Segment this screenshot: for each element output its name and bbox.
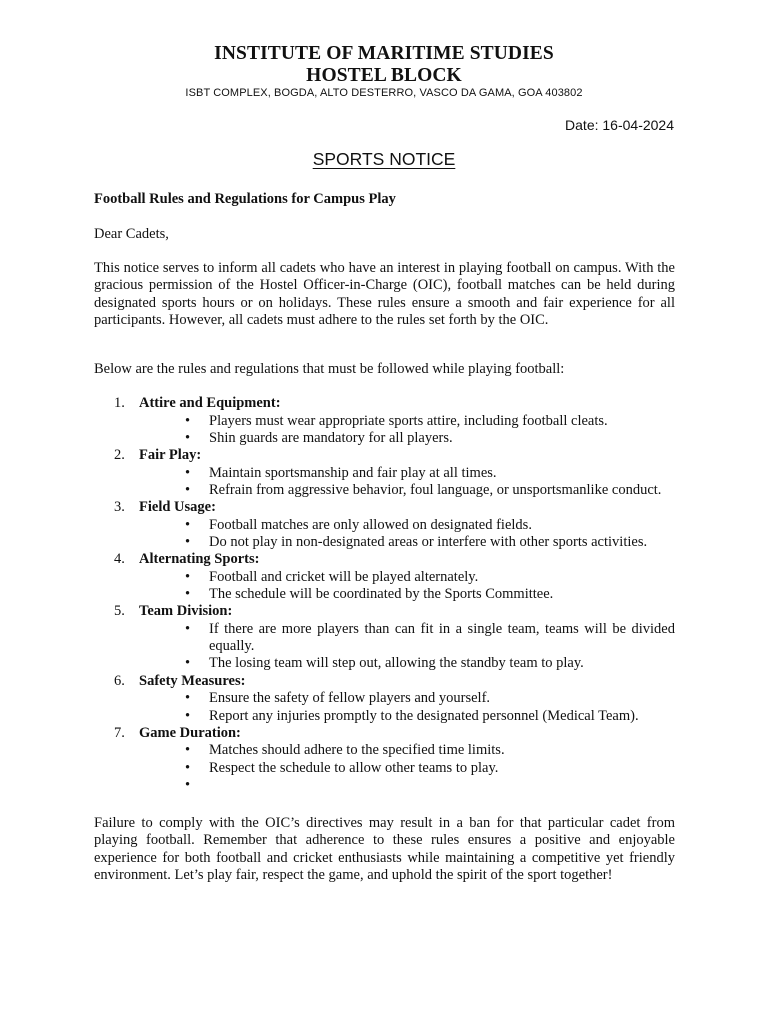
rule-heading <box>94 395 675 413</box>
rule-number: 2. <box>114 447 125 464</box>
bullet-text: Ensure the safety of fellow players and yourself. <box>209 690 491 707</box>
bullet-text: Respect the schedule to allow other teams to play. <box>209 759 499 776</box>
bullet-icon: • <box>185 481 191 498</box>
bullet-text: Matches should adhere to the specified time limits. <box>209 742 505 759</box>
rule-number: 7. <box>114 724 125 741</box>
rule-bullet <box>94 742 675 759</box>
bullet-text: The losing team will step out, allowing the standby team to play. <box>209 655 584 672</box>
bullet-icon: • <box>185 586 191 603</box>
bullet-icon: • <box>185 464 191 481</box>
rule-heading <box>94 603 675 621</box>
rule-heading <box>94 447 675 465</box>
bullet-text: Football matches are only allowed on designated fields. <box>209 516 532 533</box>
bullet-icon: • <box>185 742 191 759</box>
rule-item <box>94 603 675 672</box>
rule-bullet <box>94 569 675 586</box>
bullet-icon: • <box>185 533 191 550</box>
rule-heading <box>94 673 675 691</box>
bullet-icon: • <box>185 655 191 672</box>
hostel-block-title: HOSTEL BLOCK <box>306 65 462 86</box>
bullet-icon: • <box>185 759 191 776</box>
rule-title: Attire and Equipment: <box>139 395 281 411</box>
rule-bullet <box>94 430 675 447</box>
rule-title: Field Usage: <box>139 499 216 516</box>
address-line: ISBT COMPLEX, BOGDA, ALTO DESTERRO, VASCO DA GAMA, GOA 403802 <box>185 87 583 99</box>
bullet-icon: • <box>185 776 191 793</box>
rule-bullet <box>94 482 675 499</box>
greeting: Dear Cadets, <box>94 226 169 242</box>
rule-number: 5. <box>114 603 125 620</box>
rule-bullet <box>94 586 675 603</box>
rule-number: 1. <box>114 395 125 411</box>
rule-heading <box>94 551 675 569</box>
rule-number: 4. <box>114 551 125 568</box>
rule-item <box>94 499 675 551</box>
bullet-text: Do not play in non-designated areas or interfere with other sports activities. <box>209 533 648 550</box>
document-subtitle: Football Rules and Regulations for Campus Play <box>94 191 396 207</box>
rule-title: Fair Play: <box>139 447 202 464</box>
rule-bullet <box>94 413 675 430</box>
rule-bullet <box>94 708 675 725</box>
rule-item <box>94 725 675 794</box>
rule-bullet <box>94 760 675 777</box>
rule-title: Team Division: <box>139 603 233 620</box>
bullet-text: If there are more players than can fit in a single team, teams will be divided equally. <box>209 620 675 655</box>
bullet-icon: • <box>185 568 191 585</box>
rule-bullet <box>94 777 675 794</box>
closing-paragraph: Failure to comply with the OIC’s directives may result in a ban for that particular cadet from playing football. Remember that adherence to these rules ensures a positive and enjoyable experience for both football and cricket enthusiasts while maintaining a competitive yet friendly environment. Let’s play fair, respect the game, and uphold the spirit of the sport together! <box>94 815 675 883</box>
rule-item <box>94 673 675 725</box>
bullet-text: Report any injuries promptly to the designated personnel (Medical Team). <box>209 707 639 724</box>
rule-title: Game Duration: <box>139 724 241 741</box>
rule-heading <box>94 725 675 743</box>
rule-bullet <box>94 655 675 672</box>
rule-bullet <box>94 517 675 534</box>
bullet-text: The schedule will be coordinated by the Sports Committee. <box>209 586 554 603</box>
bullet-text: Players must wear appropriate sports attire, including football cleats. <box>209 412 608 429</box>
rule-item <box>94 551 675 603</box>
bullet-text: Football and cricket will be played alternately. <box>209 568 479 585</box>
rules-list <box>94 395 675 794</box>
rule-item <box>94 447 675 499</box>
bullet-icon: • <box>185 707 191 724</box>
rule-item <box>94 395 675 447</box>
rule-bullet <box>94 690 675 707</box>
rule-title: Alternating Sports: <box>139 551 260 568</box>
rules-intro: Below are the rules and regulations that must be followed while playing football: <box>94 361 565 377</box>
rule-number: 3. <box>114 499 125 516</box>
intro-paragraph: This notice serves to inform all cadets who have an interest in playing football on campus. With the gracious permission of the Hostel Officer-in-Charge (OIC), football matches can be held during designated sports hours or on holidays. These rules ensure a smooth and fair experience for all participants. However, all cadets must adhere to the rules set forth by the OIC. <box>94 260 675 328</box>
rule-bullet <box>94 621 675 656</box>
bullet-text: Maintain sportsmanship and fair play at all times. <box>209 464 497 481</box>
rule-bullet <box>94 534 675 551</box>
bullet-icon: • <box>185 690 191 707</box>
rule-title: Safety Measures: <box>139 672 246 689</box>
institute-name: INSTITUTE OF MARITIME STUDIES <box>214 43 554 64</box>
rule-heading <box>94 499 675 517</box>
bullet-icon: • <box>185 412 191 429</box>
bullet-icon: • <box>185 429 191 446</box>
rule-bullet <box>94 465 675 482</box>
rule-number: 6. <box>114 672 125 689</box>
notice-date: Date: 16-04-2024 <box>565 117 674 133</box>
bullet-text <box>209 777 675 794</box>
bullet-text: Refrain from aggressive behavior, foul language, or unsportsmanlike conduct. <box>209 481 662 498</box>
bullet-text: Shin guards are mandatory for all players. <box>209 429 453 446</box>
bullet-icon: • <box>185 620 191 637</box>
bullet-icon: • <box>185 516 191 533</box>
notice-title: SPORTS NOTICE <box>312 149 456 169</box>
